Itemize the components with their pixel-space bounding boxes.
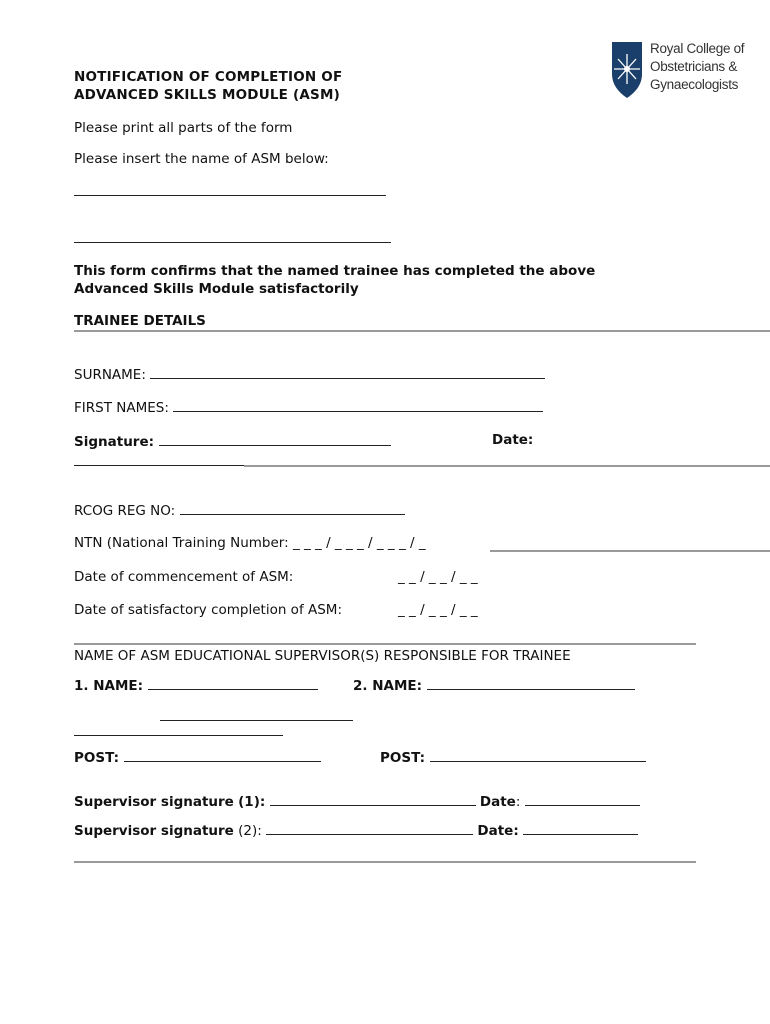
- supervisor-2-signature-field[interactable]: [266, 821, 473, 835]
- commencement-date-field[interactable]: _ _ / _ _ / _ _: [398, 569, 478, 585]
- trainee-signature-field[interactable]: [159, 432, 391, 446]
- supervisor-1-date-label: Date: [479, 794, 516, 810]
- first-names-row: [74, 398, 543, 416]
- supervisor-1-name-label: 1. NAME:: [74, 678, 144, 694]
- trainee-date-field[interactable]: [74, 465, 244, 466]
- supervisor-2-signature-row: [74, 821, 638, 839]
- trainee-signature-row: [74, 432, 391, 450]
- trainee-date-label: Date:: [492, 432, 534, 448]
- asm-name-line-1[interactable]: [74, 195, 386, 196]
- confirmation-statement: [74, 262, 595, 298]
- rcog-reg-field[interactable]: [180, 501, 405, 515]
- supervisor-1-signature-field[interactable]: [270, 792, 476, 806]
- supervisor-name-extra-line[interactable]: [160, 720, 353, 721]
- form-title-line1: NOTIFICATION OF COMPLETION OF: [74, 69, 343, 85]
- ntn-field[interactable]: _ _ _ / _ _ _ / _ _ _ / _: [292, 535, 426, 551]
- shield-icon: [610, 40, 644, 100]
- section-divider: [74, 643, 696, 645]
- confirmation-line2: Advanced Skills Module satisfactorily: [74, 281, 359, 297]
- confirmation-line1: This form confirms that the named trainee has completed the above: [74, 263, 596, 279]
- supervisor-1-post-label: POST:: [74, 750, 119, 766]
- rcog-reg-row: [74, 501, 405, 519]
- first-names-label: FIRST NAMES:: [74, 400, 169, 416]
- section-divider: [490, 550, 770, 552]
- ntn-row: [74, 535, 426, 551]
- supervisor-1-date-colon: :: [515, 794, 521, 810]
- insert-instruction: Please insert the name of ASM below:: [74, 151, 329, 167]
- rcog-logo: [610, 40, 644, 104]
- supervisor-2-date-label: Date:: [477, 823, 519, 839]
- surname-row: [74, 365, 545, 383]
- ntn-label: NTN (National Training Number:: [74, 535, 289, 551]
- supervisor-1-signature-label: Supervisor signature: [74, 794, 234, 810]
- supervisor-1-post-row: [74, 748, 321, 766]
- supervisor-2-name-label: 2. NAME:: [353, 678, 423, 694]
- supervisor-2-date-field[interactable]: [523, 821, 638, 835]
- section-divider: [74, 861, 696, 863]
- surname-field[interactable]: [150, 365, 545, 379]
- supervisor-1-post-field[interactable]: [124, 748, 321, 762]
- section-divider: [244, 465, 770, 467]
- supervisor-1-name-row: [74, 676, 318, 694]
- supervisor-2-post-row: [380, 748, 646, 766]
- form-title-line2: ADVANCED SKILLS MODULE (ASM): [74, 87, 340, 103]
- print-instruction: Please print all parts of the form: [74, 120, 293, 136]
- rcog-reg-label: RCOG REG NO:: [74, 503, 176, 519]
- commencement-label: Date of commencement of ASM:: [74, 569, 294, 585]
- section-divider: [74, 330, 770, 332]
- supervisor-2-post-label: POST:: [380, 750, 425, 766]
- form-title: [74, 68, 342, 104]
- supervisor-name-extra-line[interactable]: [74, 735, 283, 736]
- asm-name-line-2[interactable]: [74, 242, 391, 243]
- supervisors-heading: NAME OF ASM EDUCATIONAL SUPERVISOR(S) RESPONSIBLE FOR TRAINEE: [74, 648, 571, 664]
- supervisor-2-signature-label: Supervisor signature: [74, 823, 234, 839]
- completion-date-field[interactable]: _ _ / _ _ / _ _: [398, 602, 478, 618]
- supervisor-1-signature-num: (1):: [238, 794, 266, 810]
- trainee-signature-label: Signature:: [74, 434, 155, 450]
- trainee-details-heading: TRAINEE DETAILS: [74, 313, 206, 329]
- supervisor-2-name-row: [353, 676, 635, 694]
- logo-org-name: Royal College of Obstetricians & Gynaecologists: [650, 41, 745, 92]
- supervisor-2-post-field[interactable]: [430, 748, 646, 762]
- supervisor-1-date-field[interactable]: [525, 792, 640, 806]
- first-names-field[interactable]: [173, 398, 543, 412]
- completion-label: Date of satisfactory completion of ASM:: [74, 602, 342, 618]
- supervisor-2-name-field[interactable]: [427, 676, 635, 690]
- supervisor-2-signature-num: (2):: [238, 823, 262, 839]
- supervisor-1-signature-row: [74, 792, 640, 810]
- supervisor-1-name-field[interactable]: [148, 676, 318, 690]
- surname-label: SURNAME:: [74, 367, 146, 383]
